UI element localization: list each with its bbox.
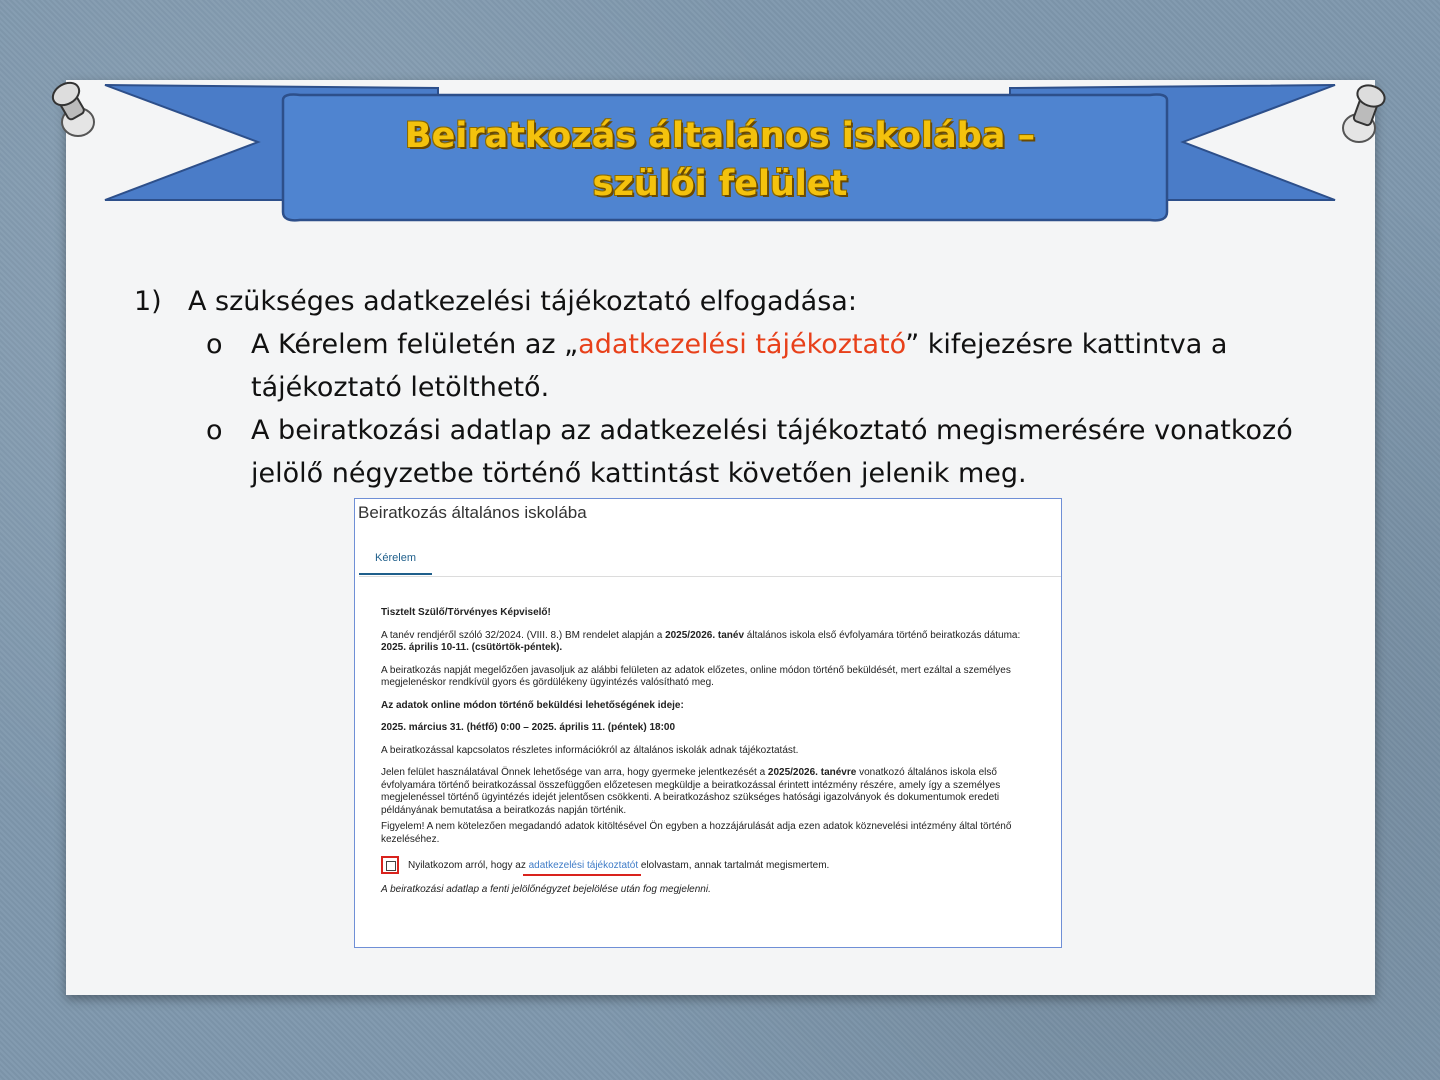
consent-label-end: elolvastam, annak tartalmát megismertem. <box>638 860 830 871</box>
form-body <box>381 607 1041 896</box>
list-item <box>134 280 1324 323</box>
consent-label: Nyilatkozom arról, hogy az <box>408 860 529 871</box>
paragraph: A tanév rendjéről szóló 32/2024. (VIII. 8.) BM rendelet alapján a 2025/2026. tanév általános iskola első évfolyamára történő beiratkozás dátuma: 2025. április 10-11. (csütörtök-péntek). <box>381 629 1021 653</box>
embedded-screenshot <box>354 498 1062 948</box>
bullet-icon: o <box>206 415 223 446</box>
deadline-heading: Az adatok online módon történő beküldési lehetőségének ideje: <box>381 699 684 711</box>
form-title: Beiratkozás általános iskolába <box>358 503 587 522</box>
pushpin-left-icon <box>44 74 104 140</box>
sub-item-text: A beiratkozási adatlap az adatkezelési tájékoztató megismerésére vonatkozó jelölő négyzetbe történő kattintást követően jelenik meg. <box>251 415 1293 489</box>
list-number: 1) <box>134 286 162 317</box>
deadline-dates: 2025. március 31. (hétfő) 0:00 – 2025. április 11. (péntek) 18:00 <box>381 722 676 733</box>
pushpin-right-icon <box>1335 78 1395 148</box>
highlighted-term: adatkezelési tájékoztató <box>578 329 906 360</box>
sub-item-text-end: ” kifejezésre kattintva a tájékoztató letölthető. <box>251 329 1228 403</box>
footer-note: A beiratkozási adatlap a fenti jelölőnégyzet bejelölése után fog megjelenni. <box>381 883 711 895</box>
paragraph: A beiratkozással kapcsolatos részletes információkról az általános iskolák adnak tájékoztatást. <box>381 744 799 756</box>
consent-row <box>381 860 1041 873</box>
title-line-1: Beiratkozás általános iskolába – <box>404 116 1036 156</box>
page-title <box>290 112 1150 208</box>
greeting: Tisztelt Szülő/Törvényes Képviselő! <box>381 607 551 618</box>
paragraph: Figyelem! A nem kötelezően megadandó adatok kitöltésével Ön egyben a hozzájárulását adja ezen adatok köznevelési intézmény által történő kezeléséhez. <box>381 821 1012 845</box>
consent-checkbox[interactable] <box>381 856 399 874</box>
tab-kerelem[interactable]: Kérelem <box>359 547 432 575</box>
sub-item-text-start: A Kérelem felületén az „ <box>251 329 579 360</box>
title-line-2: szülői felület <box>592 164 848 204</box>
paragraph: Jelen felület használatával Önnek lehetősége van arra, hogy gyermeke jelentkezését a 2025/2026. tanévre vonatkozó általános iskola első évfolyamára történő beiratkozással összefüggően előzetesen megküldje a beiratkozással érintett intézmény részére, amely így a személyes megjelenéssel történő ügyintézés idejét jelentősen csökkenti. A beiratkozáshoz szükséges hatósági igazolványok és dokumentumok eredeti példányának bemutatása a beiratkozás napján történik. <box>381 767 1001 816</box>
bullet-icon: o <box>206 329 223 360</box>
paragraph: A beiratkozás napját megelőzően javasoljuk az alábbi felületen az adatok előzetes, online módon történő beküldését, mert ezáltal a személyes megjelenéskor rendkívül gyors és gördülékeny ügyintézés valósítható meg. <box>381 664 1011 688</box>
list-item-text: A szükséges adatkezelési tájékoztató elfogadása: <box>188 286 857 317</box>
sub-list-item <box>134 409 1324 495</box>
link-highlight-underline <box>523 874 642 876</box>
sub-list-item <box>134 323 1324 409</box>
instruction-list <box>134 280 1324 495</box>
tab-divider <box>359 576 1061 577</box>
privacy-notice-link[interactable]: adatkezelési tájékoztatót <box>529 860 639 871</box>
